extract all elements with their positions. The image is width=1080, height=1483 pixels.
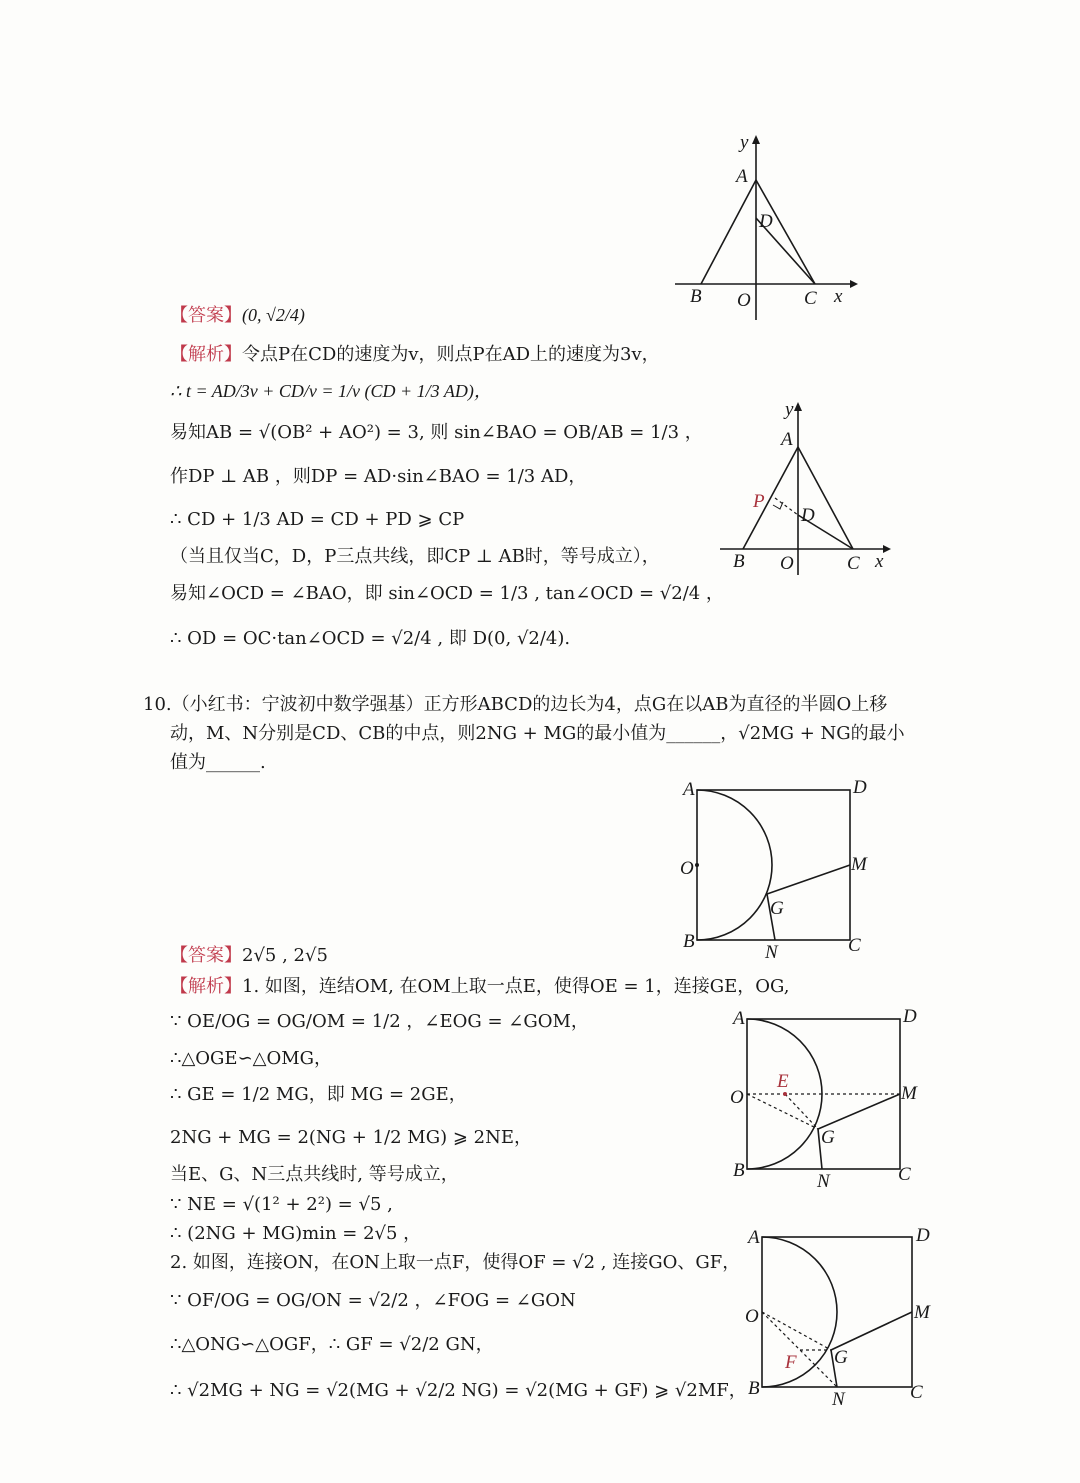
label-M: M xyxy=(901,1083,917,1104)
label-C: C xyxy=(910,1382,923,1403)
figure-4 xyxy=(725,1005,925,1195)
semicircle-O xyxy=(697,790,772,940)
analysis-10-line-9: 2. 如图，连接ON，在ON上取一点F，使得OF = √2 , 连接GO、GF， xyxy=(170,1252,741,1273)
label-D: D xyxy=(759,211,773,232)
analysis-9-line-3: 易知AB = √(OB² + AO²) = 3, 则 sin∠BAO = OB/AB = 1/3 ， xyxy=(170,422,703,443)
label-B: B xyxy=(733,551,745,572)
label-D: D xyxy=(903,1006,917,1027)
label-E: E xyxy=(777,1071,789,1092)
segment-AB xyxy=(743,447,798,549)
label-A: A xyxy=(781,429,793,450)
x-arrow xyxy=(850,280,858,288)
analysis-10-line-3: ∴△OGE∽△OMG， xyxy=(170,1048,333,1069)
label-G: G xyxy=(770,898,784,919)
label-N: N xyxy=(765,942,778,963)
y-arrow xyxy=(794,402,802,411)
answer-tag: 【答案】 xyxy=(170,945,242,966)
label-D: D xyxy=(801,505,815,526)
label-C: C xyxy=(804,288,817,309)
figure-2 xyxy=(715,395,900,585)
answer-tag: 【答案】 xyxy=(170,305,242,326)
label-A: A xyxy=(733,1008,745,1029)
label-x: x xyxy=(834,286,843,307)
analysis-9-line-8: ∴ OD = OC·tan∠OCD = √2/4 , 即 D(0, √2/4). xyxy=(170,628,571,649)
label-M: M xyxy=(851,854,867,875)
label-A: A xyxy=(736,166,748,187)
analysis-10-line-7: ∵ NE = √(1² + 2²) = √5 , xyxy=(170,1194,393,1215)
question-10-line-2: 动，M、N分别是CD、CB的中点，则2NG + MG的最小值为______，√2MG + NG的最小 xyxy=(170,723,905,744)
segment-AB xyxy=(701,180,756,284)
label-O: O xyxy=(745,1306,759,1327)
analysis-10-line-2: ∵ OE/OG = OG/OM = 1/2 ，∠EOG = ∠GOM， xyxy=(170,1011,589,1032)
analysis-10-line-11: ∴△ONG∽△OGF，∴ GF = √2/2 GN， xyxy=(170,1334,494,1355)
label-P: P xyxy=(753,491,765,512)
analysis-9-line-5: ∴ CD + 1/3 AD = CD + PD ⩾ CP xyxy=(170,509,465,530)
label-N: N xyxy=(817,1171,830,1192)
analysis-10-line-4: ∴ GE = 1/2 MG，即 MG = 2GE， xyxy=(170,1084,467,1105)
label-B: B xyxy=(683,931,695,952)
answer-value: (0, √2/4) xyxy=(242,305,305,325)
point-O xyxy=(695,863,699,867)
analysis-9-line-4: 作DP ⊥ AB ，则DP = AD·sin∠BAO = 1/3 AD， xyxy=(170,466,587,487)
analysis-9-line-1: 【解析】令点P在CD的速度为v，则点P在AD上的速度为3v， xyxy=(170,344,660,365)
segment-AC xyxy=(756,180,815,284)
label-x: x xyxy=(875,551,884,572)
analysis-10-line-1: 【解析】1. 如图，连结OM, 在OM上取一点E，使得OE = 1，连接GE，OG, xyxy=(170,976,790,997)
segment-AC xyxy=(798,447,853,549)
answer-10 xyxy=(170,944,328,968)
label-C: C xyxy=(847,553,860,574)
figure-5 xyxy=(740,1225,940,1415)
label-M: M xyxy=(914,1302,930,1323)
label-N: N xyxy=(832,1389,845,1410)
segment-EG xyxy=(785,1094,818,1129)
y-arrow xyxy=(752,135,760,144)
x-arrow xyxy=(883,545,891,553)
label-B: B xyxy=(733,1160,745,1181)
point-E xyxy=(783,1092,787,1096)
label-y: y xyxy=(785,399,794,420)
semicircle-O xyxy=(762,1237,837,1387)
analysis-10-line-12: ∴ √2MG + NG = √2(MG + √2/2 NG) = √2(MG + GF) ⩾ √2MF， xyxy=(170,1380,747,1401)
analysis-9-line-6: （当且仅当C，D，P三点共线，即CP ⊥ AB时，等号成立）， xyxy=(170,546,660,567)
answer-9 xyxy=(170,303,305,328)
label-G: G xyxy=(821,1127,835,1148)
segment-PD xyxy=(775,498,798,515)
label-y: y xyxy=(740,132,749,153)
label-O: O xyxy=(680,858,694,879)
label-D: D xyxy=(916,1225,930,1246)
question-10-line-1: 10.（小红书：宁波初中数学强基）正方形ABCD的边长为4，点G在以AB为直径的半圆O上移 xyxy=(143,694,888,715)
label-D: D xyxy=(853,777,867,798)
analysis-10-line-6: 当E、G、N三点共线时, 等号成立， xyxy=(170,1164,459,1185)
analysis-9-line-2: ∴ t = AD/3v + CD/v = 1/v (CD + 1/3 AD)， xyxy=(170,381,492,401)
label-F: F xyxy=(785,1352,797,1373)
label-A: A xyxy=(748,1227,760,1248)
label-C: C xyxy=(898,1164,911,1185)
figure-1 xyxy=(670,130,860,330)
analysis-9-line-7: 易知∠OCD = ∠BAO，即 sin∠OCD = 1/3 , tan∠OCD = √2/4 ， xyxy=(170,583,724,604)
label-C: C xyxy=(848,935,861,956)
figure-3 xyxy=(675,775,875,965)
segment-OG xyxy=(747,1094,818,1129)
label-B: B xyxy=(690,286,702,307)
analysis-10-line-5: 2NG + MG = 2(NG + 1/2 MG) ⩾ 2NE， xyxy=(170,1127,532,1148)
question-10-line-3: 值为______. xyxy=(170,752,266,773)
analysis-tag: 【解析】 xyxy=(170,976,242,997)
analysis-10-line-10: ∵ OF/OG = OG/ON = √2/2 ，∠FOG = ∠GON xyxy=(170,1290,576,1311)
analysis-tag: 【解析】 xyxy=(170,344,242,365)
analysis-10-line-8: ∴ (2NG + MG)min = 2√5 ， xyxy=(170,1223,422,1244)
label-O: O xyxy=(730,1087,744,1108)
label-A: A xyxy=(683,779,695,800)
answer-value: 2√5 , 2√5 xyxy=(242,945,328,966)
label-G: G xyxy=(834,1347,848,1368)
segment-OG xyxy=(762,1312,831,1350)
label-O: O xyxy=(737,290,751,311)
label-B: B xyxy=(748,1378,760,1399)
label-O: O xyxy=(780,553,794,574)
